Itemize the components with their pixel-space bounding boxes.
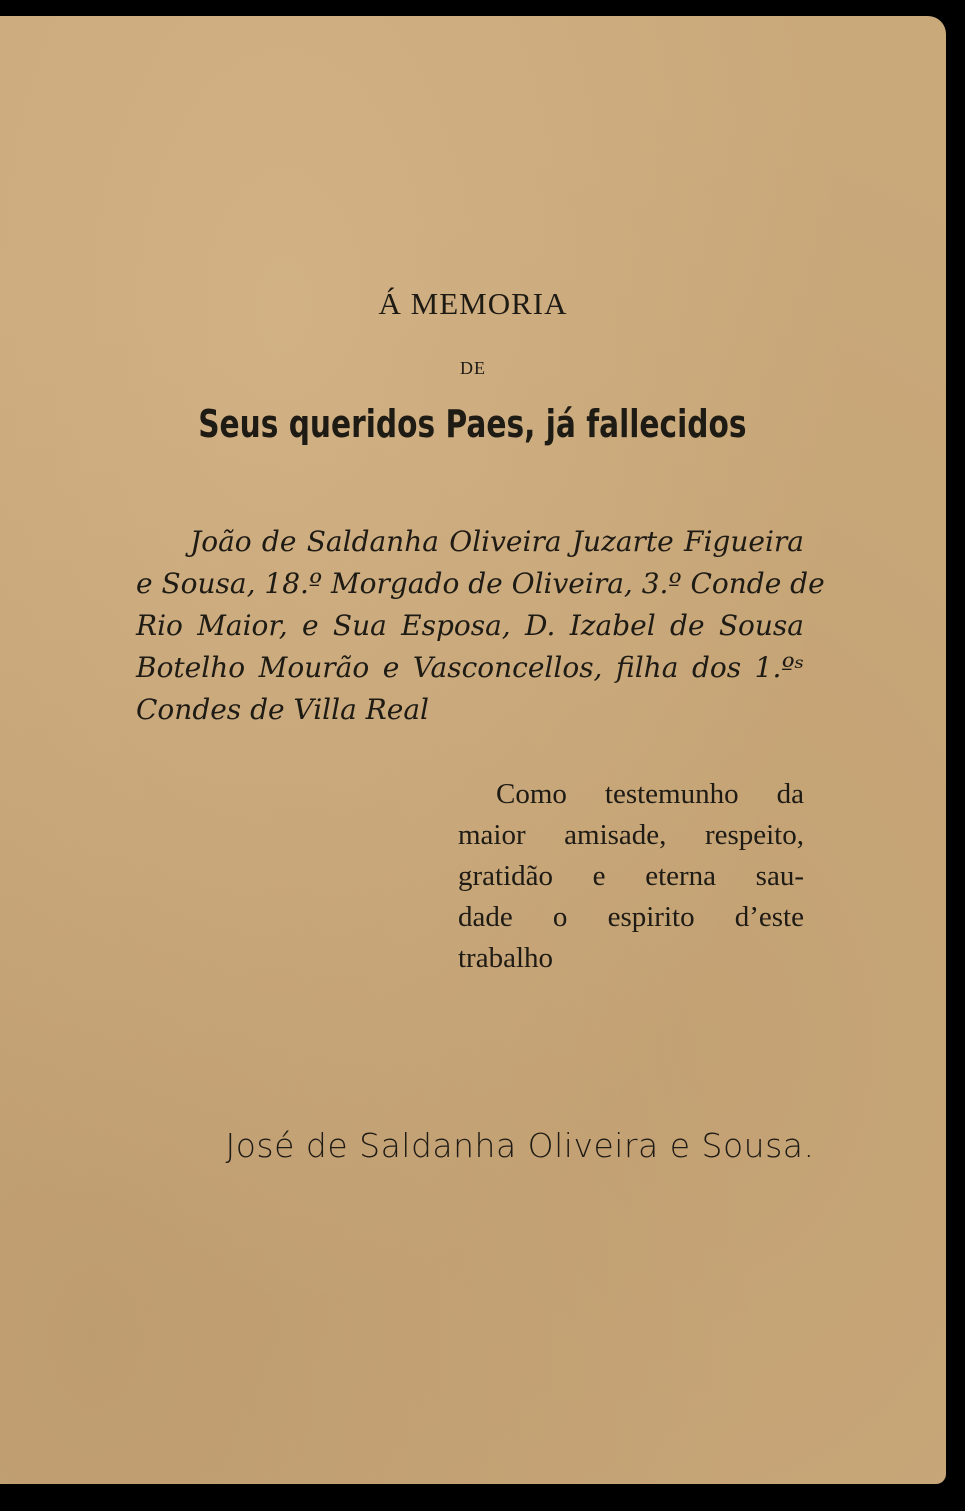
- dedication-line: Condes de Villa Real: [136, 693, 429, 726]
- tribute-line: maior amisade, respeito,: [458, 819, 804, 851]
- tribute-line: Como testemunho da: [496, 778, 804, 810]
- page-subtitle: Seus queridos Paes, já fallecidos: [198, 402, 747, 446]
- tribute-paragraph: [458, 774, 804, 979]
- author-signature: José de Saldanha Oliveira e Sousa.: [225, 1126, 815, 1165]
- dedication-paragraph: [136, 521, 825, 731]
- title-connector: DE: [460, 358, 486, 378]
- dedication-line: Rio Maior, e Sua Esposa, D. Izabel de Sousa: [136, 609, 804, 642]
- dedication-line: João de Saldanha Oliveira Juzarte Figueira: [190, 525, 804, 558]
- dedication-line: Botelho Mourão e Vasconcellos, filha dos 1.ºˢ: [136, 651, 804, 684]
- dedication-line: e Sousa, 18.º Morgado de Oliveira, 3.º Conde de: [136, 567, 825, 600]
- book-page: [0, 16, 946, 1484]
- tribute-line: trabalho: [458, 942, 554, 974]
- tribute-line: dade o espirito d’este: [458, 901, 804, 933]
- page-title: Á MEMORIA: [378, 286, 568, 321]
- tribute-line: gratidão e eterna sau-: [458, 860, 804, 892]
